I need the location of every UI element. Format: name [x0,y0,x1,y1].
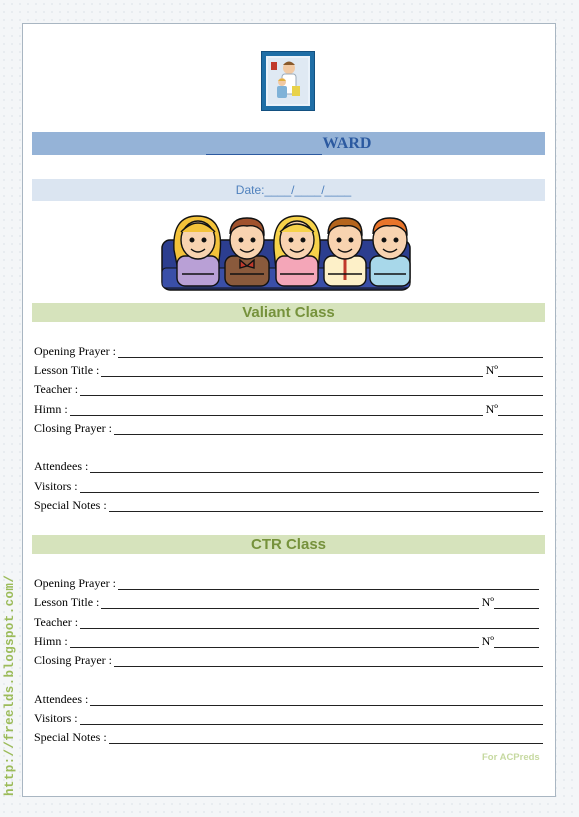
ctr-visitors-row [34,709,543,725]
hymn-number-label: Nº [485,402,498,416]
visitors-label: Visitors : [34,479,78,493]
ctr-teacher-row [34,613,539,629]
valiant-class-title: Valiant Class [242,304,335,321]
ctr-special-notes-row [34,728,543,744]
teacher-field[interactable] [80,383,543,396]
closing-prayer-field[interactable] [114,654,543,667]
special-notes-field[interactable] [109,499,543,512]
hymn-number-field[interactable] [494,635,539,648]
hymn-field[interactable] [70,403,483,416]
lesson-title-field[interactable] [101,364,482,377]
ward-name-blank[interactable] [206,138,322,155]
ctr-lesson-title-row [34,593,539,609]
opening-prayer-field[interactable] [118,577,539,590]
ctr-opening-prayer-row [34,574,539,590]
closing-prayer-label: Closing Prayer : [34,653,112,667]
visitors-field[interactable] [80,712,543,725]
special-notes-field[interactable] [109,731,543,744]
valiant-lesson-title-row [34,361,543,377]
teacher-label: Teacher : [34,615,79,629]
closing-prayer-field[interactable] [114,422,543,435]
attendees-label: Attendees : [34,459,89,473]
ward-header-bar [32,132,545,155]
hymn-label: Himn : [34,402,68,416]
special-notes-label: Special Notes : [34,498,107,512]
ctr-closing-prayer-row [34,651,543,667]
opening-prayer-label: Opening Prayer : [34,576,116,590]
lesson-number-label: Nº [481,595,494,609]
valiant-class-header [32,303,545,322]
valiant-attendees-row [34,457,543,473]
ctr-attendees-row [34,690,543,706]
valiant-special-notes-row [34,496,543,512]
opening-prayer-label: Opening Prayer : [34,344,116,358]
date-bar [32,179,545,201]
visitors-label: Visitors : [34,711,78,725]
lesson-number-field[interactable] [498,364,543,377]
valiant-opening-prayer-row [34,342,543,358]
ward-label: WARD [322,135,372,152]
ctr-class-title: CTR Class [250,536,327,553]
valiant-visitors-row [34,477,539,493]
credit-text: For ACPreds [482,752,540,763]
valiant-teacher-row [34,380,543,396]
side-url-text: http://freelds.blogspot.com/ [3,574,17,796]
valiant-closing-prayer-row [34,419,543,435]
valiant-hymn-row [34,400,543,416]
church-logo-image [261,51,315,111]
closing-prayer-label: Closing Prayer : [34,421,112,435]
lesson-title-label: Lesson Title : [34,363,100,377]
lesson-number-field[interactable] [494,596,539,609]
lesson-number-label: Nº [485,363,498,377]
hymn-label: Himn : [34,634,68,648]
teacher-field[interactable] [80,616,539,629]
hymn-field[interactable] [70,635,479,648]
opening-prayer-field[interactable] [118,345,543,358]
hymn-number-field[interactable] [498,403,543,416]
children-illustration [160,210,412,292]
ctr-hymn-row [34,632,539,648]
special-notes-label: Special Notes : [34,730,107,744]
attendees-label: Attendees : [34,692,89,706]
visitors-field[interactable] [80,480,539,493]
lesson-title-label: Lesson Title : [34,595,100,609]
attendees-field[interactable] [90,460,543,473]
attendees-field[interactable] [90,693,543,706]
ctr-class-header [32,535,545,554]
hymn-number-label: Nº [481,634,494,648]
lesson-title-field[interactable] [101,596,478,609]
date-field[interactable]: Date:____/____/____ [235,183,352,197]
teacher-label: Teacher : [34,382,79,396]
